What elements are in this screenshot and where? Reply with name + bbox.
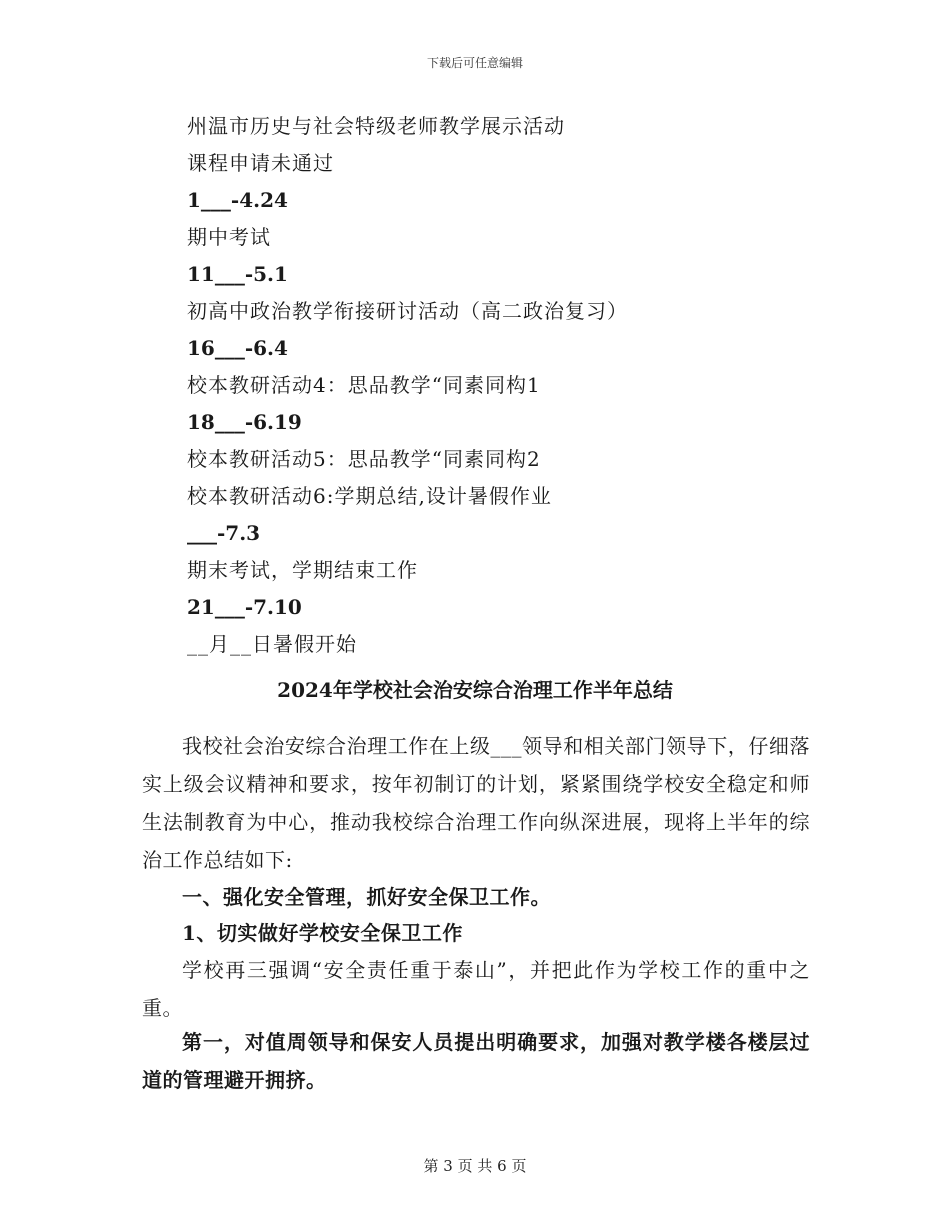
body-paragraph: 学校再三强调“安全责任重于泰山”，并把此作为学校工作的重中之重。	[142, 958, 810, 1020]
schedule-date: 1___-4.24	[187, 188, 288, 212]
subsection-heading: 1、切实做好学校安全保卫工作	[182, 921, 463, 945]
schedule-line: 初高中政治教学衔接研讨活动（高二政治复习）	[187, 299, 628, 323]
schedule-line: 课程申请未通过	[187, 151, 334, 175]
article-title: 2024年学校社会治安综合治理工作半年总结	[277, 678, 673, 702]
schedule-line: 期末考试，学期结束工作	[187, 558, 418, 582]
schedule-line: 校本教研活动4：思品教学“同素同构1	[187, 373, 541, 397]
section-heading: 一、强化安全管理，抓好安全保卫工作。	[182, 885, 551, 909]
schedule-line: 校本教研活动6:学期总结,设计暑假作业	[187, 484, 552, 508]
schedule-date: 16___-6.4	[187, 336, 288, 360]
page-header-note: 下载后可任意编辑	[426, 56, 523, 70]
schedule-date: 18___-6.19	[187, 410, 302, 434]
schedule-line: 期中考试	[187, 225, 271, 249]
page-number: 第 3 页 共 6 页	[423, 1157, 527, 1175]
schedule-line: __月__日暑假开始	[187, 632, 357, 656]
schedule-line: 州温市历史与社会特级老师教学展示活动	[187, 114, 565, 138]
intro-paragraph: 我校社会治安综合治理工作在上级___领导和相关部门领导下，仔细落实上级会议精神和要求，按年初制订的计划，紧紧围绕学校安全稳定和师生法制教育为中心，推动我校综合治理工作向纵深进展，现将上半年的综治工作总结如下:	[142, 734, 810, 872]
schedule-line: 校本教研活动5：思品教学“同素同构2	[187, 447, 541, 471]
schedule-date: ___-7.3	[187, 521, 261, 545]
schedule-date: 11___-5.1	[187, 262, 288, 286]
body-paragraph-bold: 第一，对值周领导和保安人员提出明确要求，加强对教学楼各楼层过道的管理避开拥挤。	[142, 1030, 810, 1092]
schedule-date: 21___-7.10	[187, 595, 302, 619]
